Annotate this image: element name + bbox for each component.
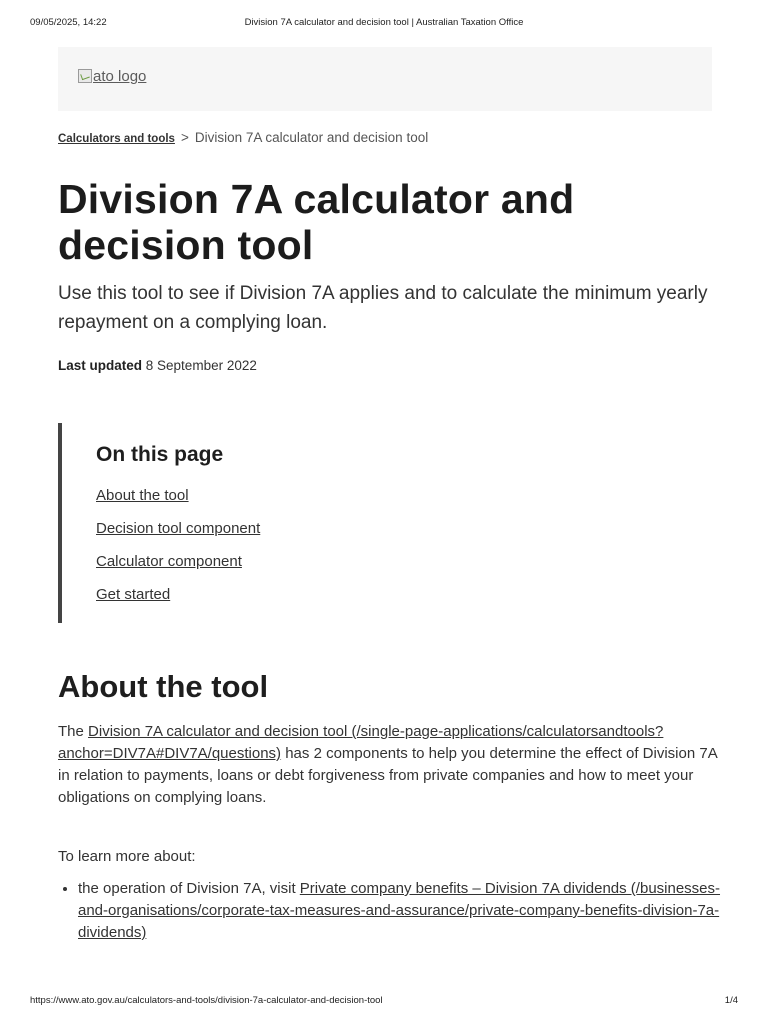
print-page-number: 1/4: [724, 995, 738, 1006]
last-updated-date: 8 September 2022: [145, 358, 257, 373]
list-item: [78, 878, 738, 944]
about-paragraph: [58, 721, 718, 809]
breadcrumb-current: Division 7A calculator and decision tool: [194, 130, 429, 145]
bullet1-prefix: the operation of Division 7A, visit: [78, 880, 296, 897]
about-heading: About the tool: [58, 669, 269, 704]
toc-heading: On this page: [96, 443, 224, 466]
breadcrumb-link-calculators[interactable]: Calculators and tools: [58, 133, 175, 145]
toc-link-decision-tool-component[interactable]: Decision tool component: [96, 520, 261, 537]
last-updated: [58, 358, 257, 373]
toc-link-get-started[interactable]: Get started: [96, 586, 171, 603]
toc-list: [96, 487, 260, 619]
toc-item: [96, 586, 260, 619]
learn-more-text: To learn more about:: [58, 848, 196, 865]
print-doc-title: Division 7A calculator and decision tool | Australian Taxation Office: [244, 17, 524, 28]
broken-image-icon: [78, 69, 92, 83]
toc-link-about-the-tool[interactable]: About the tool: [96, 487, 189, 504]
on-this-page-nav: [58, 423, 708, 623]
breadcrumb: [58, 130, 428, 145]
learn-more-list: [58, 878, 738, 944]
print-footer: [30, 995, 738, 1006]
breadcrumb-separator: >: [180, 130, 189, 145]
page-lead: Use this tool to see if Division 7A applies and to calculate the minimum yearly repayment on a complying loan.: [58, 283, 708, 333]
header-banner: [58, 47, 712, 111]
private-company-benefits-link[interactable]: Private company benefits – Division 7A dividends (/businesses-and-organisations/corporate-tax-measures-and-assurance/private-company-benefits-division-7a-dividends): [78, 880, 721, 941]
toc-item: [96, 520, 260, 553]
toc-item: [96, 553, 260, 586]
about-p1-suffix: has 2 components to help you determine the effect of Division 7A in relation to payments, loans or debt forgiveness from private companies and how to meet your obligations on complying loans.: [58, 745, 717, 806]
ato-logo-link[interactable]: [78, 68, 146, 85]
logo-alt-text: ato logo: [93, 68, 147, 85]
last-updated-label: Last updated: [58, 358, 143, 373]
print-header: [30, 17, 738, 28]
toc-link-calculator-component[interactable]: Calculator component: [96, 553, 242, 570]
print-datetime: 09/05/2025, 14:22: [30, 17, 107, 28]
toc-item: [96, 487, 260, 520]
about-p1-prefix: The: [58, 723, 84, 740]
page-title: Division 7A calculator and decision tool: [58, 176, 575, 268]
print-url: https://www.ato.gov.au/calculators-and-tools/division-7a-calculator-and-decision-tool: [30, 995, 383, 1006]
div7a-tool-link[interactable]: Division 7A calculator and decision tool (/single-page-applications/calculatorsandtools?anchor=DIV7A#DIV7A/questions): [58, 723, 664, 762]
